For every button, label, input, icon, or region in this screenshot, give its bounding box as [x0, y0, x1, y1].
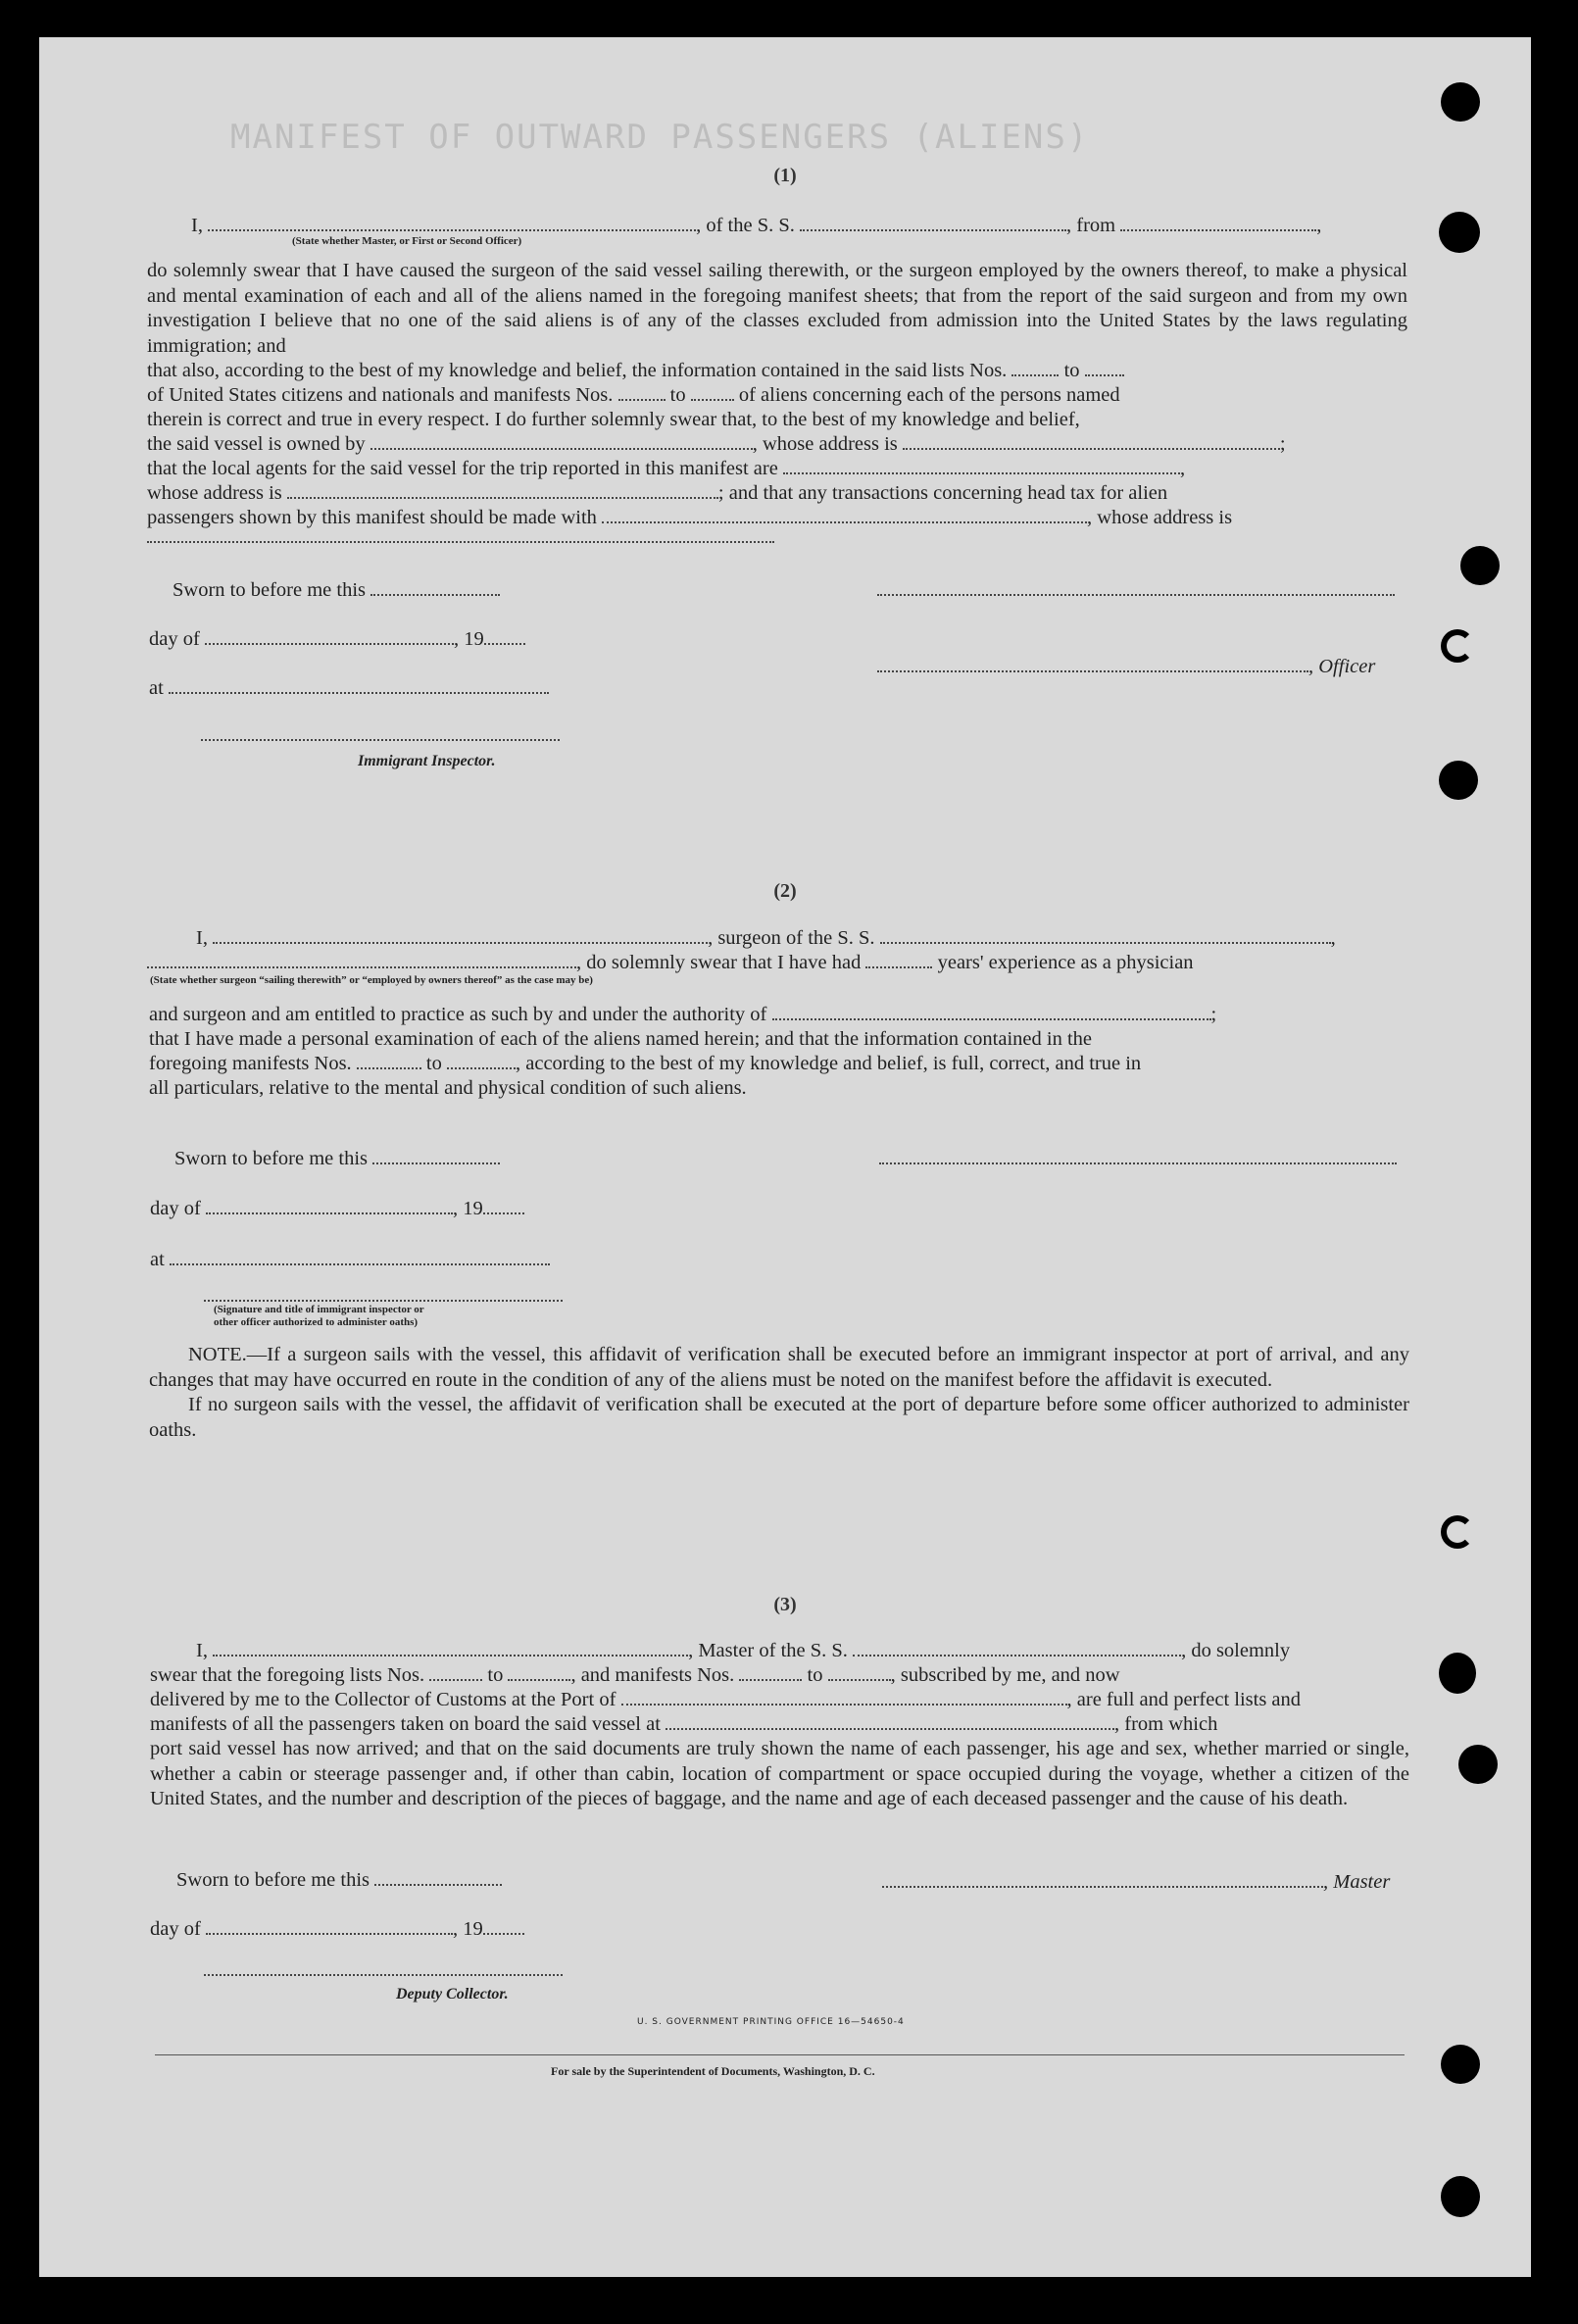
s1-master-note: (State whether Master, or First or Second Officer): [292, 235, 522, 247]
punch-hole-icon: [1458, 1745, 1498, 1784]
s2-line5: foregoing manifests Nos. to , according to the best of my knowledge and belief, is full, correct, and true in: [149, 1053, 1142, 1074]
s2-sig-note2: other officer authorized to administer oaths): [214, 1316, 419, 1328]
s2-sworn: Sworn to before me this: [174, 1147, 500, 1171]
punch-hole-icon: [1441, 82, 1480, 122]
s2-line2: , do solemnly swear that I have had years' experience as a physician: [147, 951, 1194, 975]
s2-sig-note1: (Signature and title of immigrant inspector or: [214, 1304, 424, 1315]
s2-line6: all particulars, relative to the mental and physical condition of such aliens.: [149, 1077, 747, 1099]
footer-sale-note: For sale by the Superintendent of Documents, Washington, D. C.: [551, 2064, 875, 2078]
s1-passengers-line: passengers shown by this manifest should be made with , whose address is: [147, 507, 1233, 528]
s3-line2: swear that the foregoing lists Nos. to , and manifests Nos. to , subscribed by me, and now: [150, 1664, 1120, 1686]
s1-sworn: Sworn to before me this: [173, 578, 500, 603]
gpo-imprint: U. S. GOVERNMENT PRINTING OFFICE 16—54650-4: [637, 2017, 905, 2027]
punch-hole-icon: [1441, 1515, 1474, 1549]
punch-hole-icon: [1441, 2045, 1480, 2084]
s1-owned-line: the said vessel is owned by , whose address is ;: [147, 433, 1286, 455]
s3-day-of: day of , 19: [150, 1917, 524, 1942]
s2-line1: I, , surgeon of the S. S. ,: [196, 927, 1336, 949]
s3-sworn: Sworn to before me this: [176, 1868, 502, 1893]
s3-line1: I, , Master of the S. S. , do solemnly: [196, 1640, 1291, 1661]
s2-at: at: [150, 1248, 550, 1272]
s3-deputy-caption: Deputy Collector.: [396, 1986, 509, 2003]
punch-hole-icon: [1439, 1653, 1476, 1694]
s1-inspector-caption: Immigrant Inspector.: [358, 753, 496, 769]
punch-hole-icon: [1439, 761, 1478, 800]
faint-title: MANIFEST OF OUTWARD PASSENGERS (ALIENS): [230, 118, 1090, 157]
s3-line4: manifests of all the passengers taken on board the said vessel at , from which: [150, 1713, 1218, 1735]
s1-agents-line: that the local agents for the said vessel for the trip reported in this manifest are ,: [147, 458, 1186, 479]
footer-rule: [155, 2054, 1405, 2055]
s2-line3: and surgeon and am entitled to practice as such by and under the authority of ;: [149, 1004, 1217, 1025]
s1-citizens-line: of United States citizens and nationals and manifests Nos. to of aliens concerning each of the persons named: [147, 384, 1120, 406]
s1-day-of: day of , 19: [149, 627, 525, 652]
punch-hole-icon: [1441, 2176, 1480, 2217]
s2-line4: that I have made a personal examination of each of the aliens named herein; and that the information contained in the: [149, 1028, 1092, 1050]
punch-hole-icon: [1460, 546, 1500, 585]
s1-whose-line: whose address is ; and that any transactions concerning head tax for alien: [147, 482, 1168, 504]
s1-at: at: [149, 676, 549, 701]
section-number: (3): [773, 1594, 797, 1615]
s1-officer: , Officer: [877, 655, 1375, 679]
s1-line1: I, , of the S. S. , from ,: [191, 215, 1322, 236]
s3-line3: delivered by me to the Collector of Customs at the Port of , are full and perfect lists and: [150, 1689, 1302, 1710]
section-number: (2): [773, 880, 797, 902]
s3-master: , Master: [882, 1870, 1390, 1895]
s1-lists-line: that also, according to the best of my knowledge and belief, the information contained in the said lists Nos. to: [147, 359, 1124, 383]
punch-hole-icon: [1439, 212, 1480, 253]
section-number: (1): [773, 165, 797, 186]
s1-paragraph: do solemnly swear that I have caused the surgeon of the said vessel sailing therewith, or the surgeon employed by the owners thereof, to make a physical and mental examination of each and all of the aliens named in the foregoing manifest sheets; that from the report of the said surgeon and from my own investigation I believe that no one of the said aliens is of any of the classes excluded from admission into the United States by the laws regulating immigration; and: [147, 260, 1407, 357]
punch-hole-icon: [1441, 629, 1474, 663]
s2-surgeon-note: (State whether surgeon “sailing therewith” or “employed by owners thereof” as the case may be): [150, 974, 593, 986]
s1-correct-line: therein is correct and true in every respect. I do further solemnly swear that, to the best of my knowledge and belief,: [147, 409, 1080, 430]
document-page: [39, 37, 1531, 2277]
s3-paragraph: port said vessel has now arrived; and that on the said documents are truly shown the name of each passenger, his age and sex, whether married or single, whether a cabin or steerage passenger and, if other than cabin, location of compartment or space occupied during the voyage, whether a citizen of the United States, and the number and description of the pieces of baggage, and the name and age of each deceased passenger and the cause of his death.: [150, 1738, 1409, 1809]
s2-note-paragraph: NOTE.—If a surgeon sails with the vessel, this affidavit of verification shall be executed before an immigrant inspector at port of arrival, and any changes that may have occurred en route in the condition of any of the aliens must be noted on the manifest before the affidavit is executed. If no surgeon sails with the vessel, the affidavit of verification shall be executed at the port of departure before some officer authorized to administer oaths.: [149, 1344, 1409, 1441]
s2-day-of: day of , 19: [150, 1197, 524, 1221]
